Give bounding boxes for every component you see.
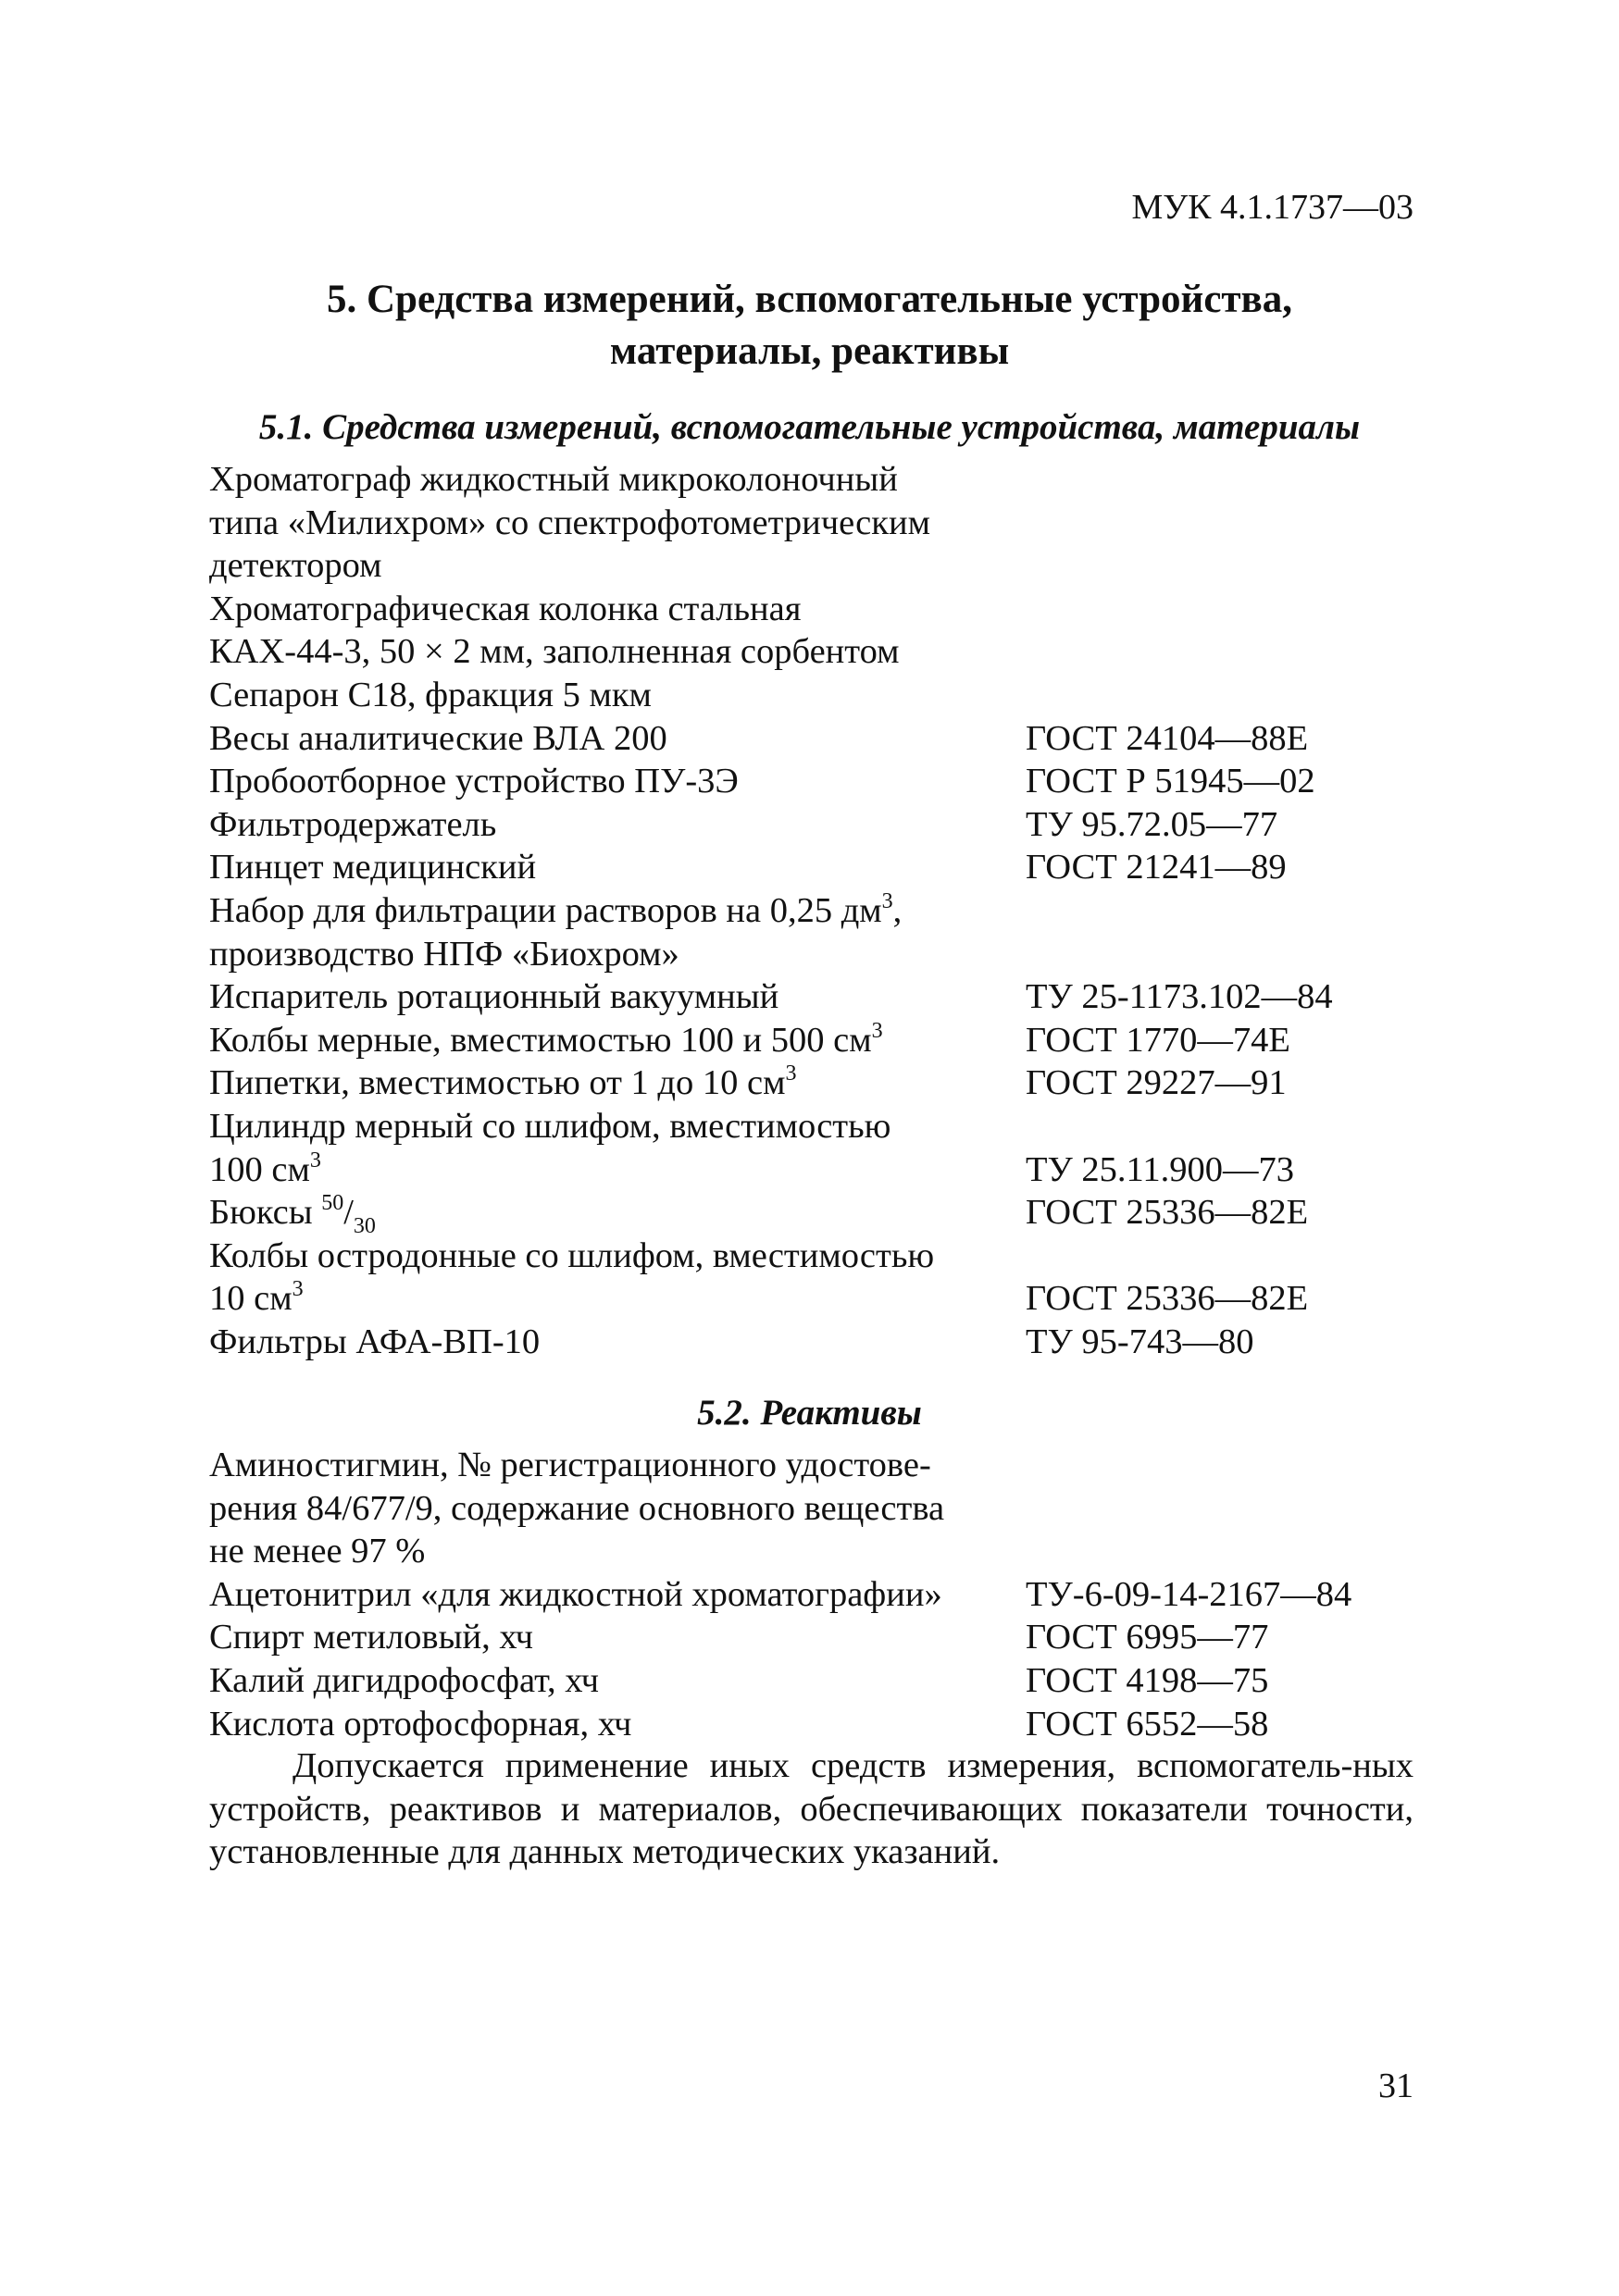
item-standard: ГОСТ 6552—58 xyxy=(1026,1704,1269,1744)
list-item xyxy=(209,717,1422,761)
item-name xyxy=(209,1659,1026,1703)
item-name xyxy=(209,889,1026,975)
list-item xyxy=(209,1616,1422,1659)
item-name xyxy=(209,846,1026,889)
item-name xyxy=(209,1321,1026,1364)
list-item xyxy=(209,588,1422,717)
item-standard: ГОСТ 4198—75 xyxy=(1026,1660,1269,1700)
item-name-line: Сепарон С18, фракция 5 мкм xyxy=(209,675,652,714)
item-standard: ТУ 95-743—80 xyxy=(1026,1322,1254,1361)
item-name-line: Колбы мерные, вместимостью 100 и 500 $см^3$ xyxy=(209,1018,883,1060)
item-standard: ТУ 25.11.900—73 xyxy=(1026,1149,1294,1189)
item-standard: ГОСТ Р 51945—02 xyxy=(1026,762,1315,801)
item-name-line: Весы аналитические ВЛА 200 xyxy=(209,718,667,758)
page-number: 31 xyxy=(1378,2066,1414,2105)
item-name-line: рения 84/677/9, содержание основного вещества xyxy=(209,1488,945,1528)
list-item xyxy=(209,458,1422,588)
item-standard: ГОСТ 21241—89 xyxy=(1026,848,1287,887)
list-item xyxy=(209,1235,1422,1321)
item-standard: ГОСТ 6995—77 xyxy=(1026,1618,1269,1657)
item-standard: ГОСТ 24104—88Е xyxy=(1026,718,1309,758)
item-name xyxy=(209,760,1026,803)
item-name xyxy=(209,1703,1026,1746)
item-name xyxy=(209,717,1026,761)
item-name-line: Пробоотборное устройство ПУ-3Э xyxy=(209,762,739,801)
item-name-line: Кислота ортофосфорная, хч xyxy=(209,1704,632,1744)
item-name xyxy=(209,1444,1026,1573)
item-name-line: Аминостигмин, № регистрационного удостове- xyxy=(209,1446,931,1484)
item-standard: ГОСТ 25336—82Е xyxy=(1026,1279,1309,1319)
document-code-header: МУК 4.1.1737—03 xyxy=(1131,188,1414,227)
item-name-line: 10 $см^3$ xyxy=(209,1277,304,1319)
item-name xyxy=(209,1019,1026,1062)
list-item xyxy=(209,846,1422,889)
list-item xyxy=(209,760,1422,803)
item-standard: ТУ 95.72.05—77 xyxy=(1026,804,1278,844)
list-item xyxy=(209,1321,1422,1364)
item-name-line: Пинцет медицинский xyxy=(209,848,537,887)
subsection-title-reagents: 5.2. Реактивы xyxy=(697,1393,922,1433)
item-name-line: Фильтры АФА-ВП-10 xyxy=(209,1322,541,1361)
item-standard: ГОСТ 1770—74Е xyxy=(1026,1020,1290,1060)
list-item xyxy=(209,1659,1422,1703)
item-name xyxy=(209,1573,1026,1617)
subsection-title-instruments: 5.1. Средства измерений, вспомогательные устройства, материалы xyxy=(258,407,1361,447)
item-name-line: Колбы остродонные со шлифом, вместимостью xyxy=(209,1235,935,1275)
item-name xyxy=(209,803,1026,847)
list-item xyxy=(209,1019,1422,1062)
list-item xyxy=(209,1191,1422,1239)
item-name-line: производство НПФ «Биохром» xyxy=(209,934,679,974)
list-item xyxy=(209,1061,1422,1105)
section-title-line-2: материалы, реактивы xyxy=(609,329,1010,373)
item-name xyxy=(209,975,1026,1019)
item-name xyxy=(209,588,1026,717)
list-item xyxy=(209,975,1422,1019)
item-standard: ГОСТ 25336—82Е xyxy=(1026,1193,1309,1233)
section-title xyxy=(205,274,1414,378)
item-name-line: Фильтродержатель xyxy=(209,804,497,844)
list-item xyxy=(209,1444,1422,1573)
reagents-list xyxy=(209,1444,1422,1745)
item-name-line: Ацетонитрил «для жидкостной хроматографии» xyxy=(209,1574,942,1614)
instruments-list xyxy=(209,458,1422,1363)
item-standard: ТУ-6-09-14-2167—84 xyxy=(1026,1574,1352,1614)
item-name xyxy=(209,1235,1026,1321)
item-name-line: Набор для фильтрации растворов на 0,25 $дм^3$, xyxy=(209,888,903,930)
item-name-line: КАХ-44-3, 50 × 2 мм, заполненная сорбентом xyxy=(209,632,900,672)
note-paragraph: Допускается применение иных средств измерения, вспомогатель-ных устройств, реактивов и материалов, обеспечивающих показатели точности, установленные для данных методических указаний. xyxy=(209,1746,1414,1872)
list-item xyxy=(209,1105,1422,1191)
item-name-line: детектором xyxy=(209,546,382,586)
item-name-line: Цилиндр мерный со шлифом, вместимостью xyxy=(209,1106,891,1146)
item-name xyxy=(209,1105,1026,1191)
item-standard: ТУ 25-1173.102—84 xyxy=(1026,977,1333,1017)
list-item xyxy=(209,889,1422,975)
item-name xyxy=(209,458,1026,588)
section-title-line-1: 5. Средства измерений, вспомогательные устройства, xyxy=(326,278,1293,321)
item-name-line: Пипетки, вместимостью от 1 до 10 $см^3$ xyxy=(209,1061,797,1103)
item-name-line: типа «Милихром» со спектрофотометрическим xyxy=(209,503,930,542)
item-name xyxy=(209,1191,1026,1239)
item-name-line: Хроматограф жидкостный микроколоночный xyxy=(209,460,898,499)
item-name-line: Калий дигидрофосфат, хч xyxy=(209,1660,599,1700)
item-name xyxy=(209,1616,1026,1659)
item-name-line: не менее 97 % xyxy=(209,1532,426,1571)
list-item xyxy=(209,1703,1422,1746)
item-name-line: 100 $см^3$ xyxy=(209,1148,321,1189)
list-item xyxy=(209,1573,1422,1617)
item-name xyxy=(209,1061,1026,1105)
item-name-line: Бюксы $^{50}/_{30}$ xyxy=(209,1191,376,1239)
list-item xyxy=(209,803,1422,847)
item-standard: ГОСТ 29227—91 xyxy=(1026,1063,1287,1103)
item-name-line: Хроматографическая колонка стальная xyxy=(209,589,802,628)
item-name-line: Спирт метиловый, хч xyxy=(209,1618,534,1657)
item-name-line: Испаритель ротационный вакуумный xyxy=(209,977,779,1017)
